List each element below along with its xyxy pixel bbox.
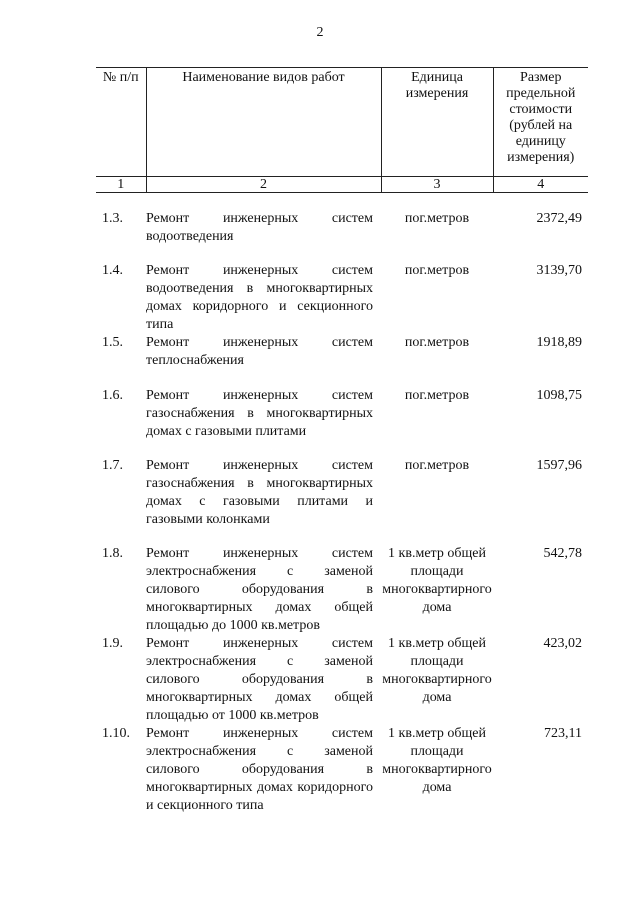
- row-unit: пог.метров: [404, 211, 470, 226]
- row-unit: 1 кв.метр общей площади многоквартирного дома: [382, 546, 492, 615]
- table-row: [96, 635, 588, 725]
- column-number: 3: [381, 177, 493, 193]
- row-number: 1.8.: [102, 546, 123, 561]
- row-number: 1.3.: [102, 211, 123, 226]
- column-number: 2: [146, 177, 381, 193]
- row-work-name: Ремонт инженерных систем газоснабжения в многоквартирных домах с газовыми плитами: [146, 388, 373, 439]
- row-cost: 1098,75: [536, 388, 582, 403]
- row-unit: пог.метров: [404, 335, 470, 350]
- row-cost: 1918,89: [536, 335, 582, 350]
- row-unit: пог.метров: [404, 263, 470, 278]
- table-row: [96, 387, 588, 457]
- row-work-name: Ремонт инженерных систем электроснабжения с заменой силового оборудования в многоквартирных домах коридорного и секционного типа: [146, 726, 373, 813]
- row-work-name: Ремонт инженерных систем теплоснабжения: [146, 335, 373, 368]
- header-work-type: Наименование видов работ: [146, 68, 381, 177]
- row-number: 1.10.: [102, 726, 130, 741]
- row-unit: пог.метров: [404, 458, 470, 473]
- rates-table: [96, 67, 588, 815]
- row-unit: 1 кв.метр общей площади многоквартирного дома: [382, 636, 492, 705]
- row-cost: 1597,96: [536, 458, 582, 473]
- row-cost: 2372,49: [536, 211, 582, 226]
- table-row: [96, 545, 588, 635]
- row-cost: 723,11: [544, 726, 582, 741]
- row-number: 1.9.: [102, 636, 123, 651]
- table-row: [96, 725, 588, 815]
- page-number: 2: [316, 25, 324, 40]
- row-unit: 1 кв.метр общей площади многоквартирного дома: [382, 726, 492, 795]
- column-number: 1: [96, 177, 146, 193]
- row-work-name: Ремонт инженерных систем электроснабжения с заменой силового оборудования в многоквартирных домах общей площадью от 1000 кв.метров: [146, 636, 373, 723]
- row-number: 1.7.: [102, 458, 123, 473]
- header-max-cost: Размер предельной стоимости (рублей на единицу измерения): [493, 68, 588, 177]
- row-cost: 423,02: [543, 636, 582, 651]
- row-unit: пог.метров: [404, 388, 470, 403]
- column-number: 4: [493, 177, 588, 193]
- header-unit: Единица измерения: [381, 68, 493, 177]
- row-work-name: Ремонт инженерных систем газоснабжения в многоквартирных домах с газовыми плитами и газовыми колонками: [146, 458, 373, 527]
- table-row: [96, 262, 588, 334]
- table-row: [96, 193, 588, 263]
- row-work-name: Ремонт инженерных систем водоотведения в многоквартирных домах коридорного и секционного типа: [146, 263, 373, 332]
- row-work-name: Ремонт инженерных систем электроснабжения с заменой силового оборудования в многоквартирных домах общей площадью до 1000 кв.метров: [146, 546, 373, 633]
- table-row: [96, 334, 588, 387]
- row-number: 1.5.: [102, 335, 123, 350]
- table-row: [96, 457, 588, 545]
- row-number: 1.4.: [102, 263, 123, 278]
- table-header-row: [96, 68, 588, 177]
- column-number-row: [96, 177, 588, 193]
- row-cost: 542,78: [543, 546, 582, 561]
- header-item-number: № п/п: [96, 68, 146, 177]
- rates-table-container: [96, 67, 588, 815]
- row-work-name: Ремонт инженерных систем водоотведения: [146, 211, 373, 244]
- row-cost: 3139,70: [536, 263, 582, 278]
- row-number: 1.6.: [102, 388, 123, 403]
